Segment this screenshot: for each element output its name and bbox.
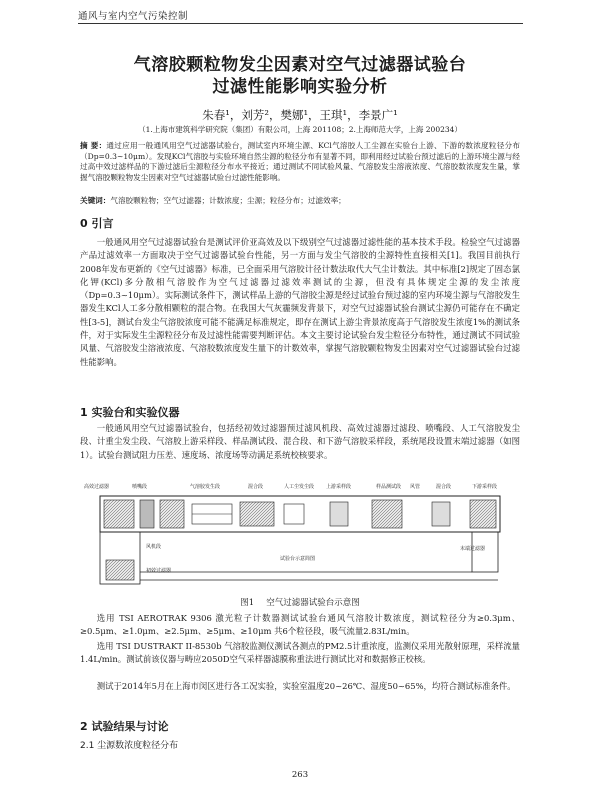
figure-caption-number: 图1 (240, 598, 255, 608)
figure-caption-text: 空气过滤器试验台示意图 (266, 598, 360, 608)
authors: 朱春¹，刘芳²，樊娜¹，王琪¹，李景广¹ (202, 108, 398, 122)
fig-note: 试验台示意简图 (280, 556, 316, 562)
abstract (80, 141, 520, 183)
section-2-heading: 2 试验结果与讨论 (80, 720, 169, 733)
running-head: 通风与室内空气污染控制 (78, 11, 189, 22)
figure-caption (80, 596, 520, 608)
keywords-label: 关键词： (80, 196, 111, 205)
sample-test-section (372, 500, 402, 528)
instrument-paragraph-2: 选用 TSI DUSTRAKT II-8530b 气溶胶监测仪测试各测点的PM2.5计重浓度，监测仪采用光散射原理，采样流量1.4L/min。测试前该仪器与畴应2050D空气采样器滤膜称重法进行测试比对和数据修正校核。 (80, 641, 520, 665)
keywords (80, 195, 520, 206)
fig-label-7: 风管 (410, 484, 421, 490)
fig-label-5: 上游采样段 (326, 484, 352, 490)
affiliation: （1.上海市建筑科学研究院（集团）有限公司，上海 201108；2.上海师范大学，上海 200234） (138, 125, 462, 134)
fig-end-filter-label: 末端过滤器 (460, 546, 486, 552)
instrument-paragraph-1: 选用 TSI AEROTRAK 9306 激光粒子计数器测试试验台通风气溶胶计数浓度，测试粒径分为≥0.3μm、≥0.5μm、≥1.0μm、≥2.5μm、≥5μm、≥10μm 共6个粒径段，吸气流量2.83L/min。 (80, 613, 520, 637)
header-rule (78, 23, 523, 24)
fig-prefilter-label: 初效过滤器 (146, 568, 172, 574)
test-rig-diagram (80, 480, 520, 590)
title-line-2: 过滤性能影响实验分析 (212, 77, 388, 97)
keywords-text: 气溶胶颗粒物；空气过滤器；计数浓度；尘源；粒径分布；过滤效率； (110, 196, 346, 205)
fig-label-9: 下游采样段 (472, 484, 498, 490)
fig-label-2: 气溶胶发生段 (190, 484, 221, 490)
fig-label-0: 高效过滤器 (84, 484, 110, 490)
page-number: 263 (291, 770, 309, 780)
section-1-heading: 1 实验台和实验仪器 (80, 406, 180, 419)
section-1-paragraph: 一般通风用空气过滤器试验台，包括经初效过滤器预过滤风机段、高效过滤器过滤段、喷嘴段、人工气溶胶发尘段、计重尘发尘段、气溶胶上游采样段、样品测试段、混合段、和下游气溶胶采样段，系统尾段设置末端过滤器（如图1）。试验台测试阻力压差、速度场、浓度场等动满足系统校核要求。 (80, 423, 520, 460)
fig-label-4: 人工尘发尘段 (284, 484, 315, 490)
test-conditions-paragraph: 测试于2014年5月在上海市闵区进行各工况实验，实验室温度20~26℃、湿度50~65%，均符合测试标准条件。 (96, 681, 516, 691)
intro-paragraph: 一般通风用空气过滤器试验台是测试评价亚高效及以下级别空气过滤器过滤性能的基本技术手段。检验空气过滤器产品过滤效率一方面取决于空气过滤器试验台性能，另一方面与发尘气溶胶的尘源特性直接相关[1]。我国目前执行2008年发布更新的《空气过滤器》标准，已全面采用气溶胶计径计数法取代大气尘计数法。其中标准[2]规定了固态氯化钾(KCl)多分散相气溶胶作为空气过滤器过滤效率测试的尘源，但没有具体规定尘源的发尘浓度（Dp=0.3~10μm）。实际测试条件下，测试样品上游的气溶胶尘源是经过试验台预过滤的室内环境尘源与气溶胶发生器发生KCl人工多分散相颗粒的混合物。在我国大气灰霾频发背景下，对空气过滤器试验台测试尘源仍可能存在不确定性[3-5]，测试台发尘气溶胶浓度可能不能满足标准规定，即存在测试上游尘背景浓度高于气溶胶发生浓度1%的测试条件，对于实际发生尘源粒径分布及过滤性能需要判断评估。本文主要讨论试验台发尘粒径分布特性，通过测试不同试验风量、气溶胶发尘溶液浓度、气溶胶数浓度发生量下的计数效率，掌握气溶胶颗粒物发尘因素对空气过滤器试验台过滤性能影响。 (80, 237, 520, 367)
fig-label-8: 混合段 (436, 484, 452, 490)
section-0-heading: 0 引言 (80, 217, 114, 230)
hepa-filter-block (104, 500, 134, 528)
fig-fan-label: 风机段 (146, 544, 162, 550)
fig-label-6: 样品测试段 (376, 484, 402, 490)
abstract-label: 摘 要： (80, 141, 107, 150)
abstract-text: 通过应用一般通风用空气过滤器试验台，测试室内环境尘源、KCl气溶胶人工尘源在实验台上游、下游的数浓度粒径分布（Dp=0.3~10μm）。发现KCl气溶胶与实验环境自然尘源的粒径分布有显著不同，即利用经过试验台预过滤后的上游环境尘源与经过高中效过滤样品的下游过滤后尘源粒径分布水平接近；通过测试不同试验风量、气溶胶发尘溶液浓度、气溶胶数浓度发生量，掌握气溶胶颗粒物发尘因素对空气过滤器试验台过滤性能影响。 (80, 141, 520, 182)
section-2-1-heading: 2.1 尘源数浓度粒径分布 (80, 741, 179, 751)
title-line-1: 气溶胶颗粒物发尘因素对空气过滤器试验台 (133, 55, 467, 75)
fig-label-3: 混合段 (248, 484, 264, 490)
fan-section-block (106, 560, 134, 580)
fig-label-1: 喷嘴段 (132, 484, 148, 490)
